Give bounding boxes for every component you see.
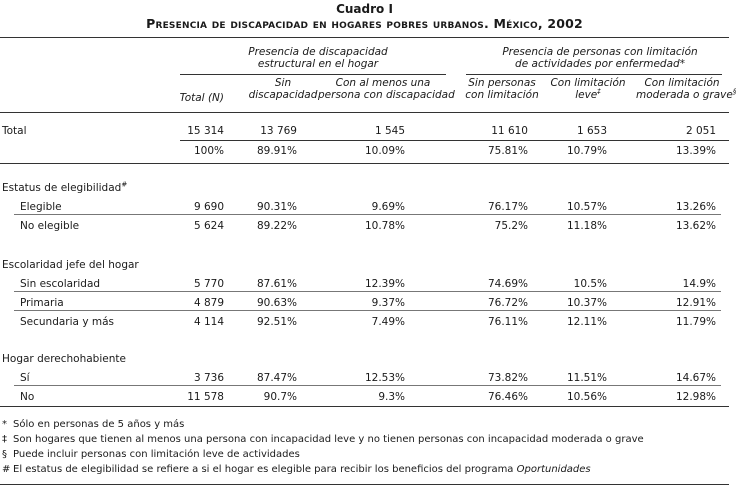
row-sin-personas-cell: 76.17% (487, 201, 528, 213)
total-percent-moderada-cell: 13.39% (675, 145, 716, 157)
col-mod-line2 (636, 87, 736, 101)
col-con-discapacidad-header (318, 77, 455, 101)
header-rule (0, 112, 729, 113)
footnote (2, 419, 184, 431)
total-bottom-rule (0, 163, 729, 164)
section-derechohabiente-title: Hogar derechohabiente (2, 353, 126, 365)
col-leve-line2-text: leve (575, 89, 598, 101)
row-moderada-cell: 14.67% (675, 372, 716, 384)
row-leve-cell: 11.18% (566, 220, 607, 232)
col-sin-discapacidad-header (248, 77, 318, 101)
footnote-italic: Oportunidades (516, 464, 591, 475)
total-percent-con-discapacidad-cell: 10.09% (364, 145, 405, 157)
row-sin-personas-cell: 75.2% (494, 220, 528, 232)
col-leve-mark: ‡ (597, 87, 601, 96)
total-rule (180, 140, 729, 141)
section-escolaridad-title: Escolaridad jefe del hogar (2, 259, 139, 271)
footnote-mark: ‡ (2, 434, 7, 445)
row-divider (14, 291, 721, 292)
total-percent-leve-cell: 10.79% (566, 145, 607, 157)
col-sin-pers-line1: Sin personas (468, 77, 536, 89)
total-count-leve-cell: 1 653 (576, 125, 607, 137)
row-total-cell: 9 690 (193, 201, 224, 213)
row-sin-personas-cell: 73.82% (487, 372, 528, 384)
group2-header (480, 46, 720, 70)
col-mod-line1: Con limitación (644, 77, 720, 89)
row-leve-cell: 12.11% (566, 316, 607, 328)
footnote-mark: # (2, 464, 11, 475)
row-label: Elegible (20, 201, 62, 213)
row-label: Secundaria y más (20, 316, 114, 328)
row-sin-discapacidad-cell: 90.31% (256, 201, 297, 213)
total-count-total-cell: 15 314 (187, 125, 224, 137)
col-sin-disc-line1: Sin (274, 77, 292, 89)
row-label: Primaria (20, 297, 64, 309)
total-count-moderada-cell: 2 051 (685, 125, 716, 137)
row-con-discapacidad-cell: 9.37% (371, 297, 405, 309)
row-leve-cell: 11.51% (566, 372, 607, 384)
row-label: No (20, 391, 35, 403)
col-leve-line2 (548, 89, 628, 101)
footnote-mark: § (2, 449, 7, 460)
footnote (2, 434, 644, 446)
group1-line1: Presencia de discapacidad (248, 46, 388, 58)
row-divider (14, 310, 721, 311)
row-sin-discapacidad-cell: 90.7% (263, 391, 297, 403)
row-moderada-cell: 11.79% (675, 316, 716, 328)
footnote-mark: * (2, 419, 7, 430)
row-sin-discapacidad-cell: 87.47% (256, 372, 297, 384)
total-label: Total (2, 125, 27, 137)
elegibilidad-mark: # (121, 180, 128, 189)
section-elegibilidad-text: Estatus de elegibilidad (2, 182, 122, 194)
row-total-cell: 5 770 (193, 278, 224, 290)
row-sin-personas-cell: 76.11% (487, 316, 528, 328)
group1-rule (180, 74, 446, 75)
col-leve-header (548, 77, 628, 101)
footnote-text: Son hogares que tienen al menos una persona con incapacidad leve y no tienen personas con incapacidad moderada o grave (13, 434, 644, 445)
total-count-con-discapacidad-cell: 1 545 (374, 125, 405, 137)
col-sin-pers-line2: con limitación (465, 89, 539, 101)
col-sin-disc-line2: discapacidad (248, 89, 318, 101)
group1-header (218, 46, 418, 70)
row-con-discapacidad-cell: 7.49% (371, 316, 405, 328)
footnote (2, 464, 591, 476)
row-label: Sí (20, 372, 30, 384)
row-moderada-cell: 12.98% (675, 391, 716, 403)
row-sin-personas-cell: 76.46% (487, 391, 528, 403)
row-sin-discapacidad-cell: 89.22% (256, 220, 297, 232)
total-count-sin-personas-cell: 11 610 (491, 125, 528, 137)
col-total-header: Total (N) (179, 92, 224, 104)
row-label: Sin escolaridad (20, 278, 101, 290)
row-con-discapacidad-cell: 12.39% (364, 278, 405, 290)
col-mod-mark: § (732, 87, 736, 96)
row-label: No elegible (20, 220, 80, 232)
row-moderada-cell: 14.9% (682, 278, 716, 290)
table-bottom-rule (0, 406, 729, 407)
page-bottom-rule (0, 484, 729, 485)
row-total-cell: 3 736 (193, 372, 224, 384)
col-mod-line2-text: moderada o grave (636, 89, 733, 101)
col-moderada-header (636, 77, 736, 101)
row-con-discapacidad-cell: 9.69% (371, 201, 405, 213)
row-con-discapacidad-cell: 12.53% (364, 372, 405, 384)
total-percent-total-cell: 100% (193, 145, 224, 157)
total-percent-sin-discapacidad-cell: 89.91% (256, 145, 297, 157)
footnote (2, 449, 300, 461)
col-leve-line1: Con limitación (550, 77, 626, 89)
row-divider (14, 385, 721, 386)
row-moderada-cell: 12.91% (675, 297, 716, 309)
row-moderada-cell: 13.62% (675, 220, 716, 232)
footnote-text: Puede incluir personas con limitación leve de actividades (13, 449, 300, 460)
group1-line2: estructural en el hogar (257, 58, 379, 70)
section-elegibilidad-title (2, 182, 127, 194)
group2-line2: de actividades por enfermedad* (515, 58, 685, 70)
row-leve-cell: 10.37% (566, 297, 607, 309)
row-leve-cell: 10.57% (566, 201, 607, 213)
row-total-cell: 11 578 (187, 391, 224, 403)
row-con-discapacidad-cell: 10.78% (364, 220, 405, 232)
caption-title: Presencia de discapacidad en hogares pobres urbanos. México, 2002 (146, 16, 583, 31)
row-con-discapacidad-cell: 9.3% (378, 391, 405, 403)
row-leve-cell: 10.5% (573, 278, 607, 290)
row-sin-discapacidad-cell: 92.51% (256, 316, 297, 328)
row-total-cell: 4 114 (193, 316, 224, 328)
row-divider (14, 214, 721, 215)
footnote-text: Sólo en personas de 5 años y más (13, 419, 185, 430)
row-sin-personas-cell: 74.69% (487, 278, 528, 290)
col-con-disc-line1: Con al menos una (335, 77, 431, 89)
footnote-text: El estatus de elegibilidad se refiere a si el hogar es elegible para recibir los beneficios del programa (13, 464, 517, 475)
col-sin-personas-header (462, 77, 542, 101)
total-percent-sin-personas-cell: 75.81% (487, 145, 528, 157)
row-sin-discapacidad-cell: 90.63% (256, 297, 297, 309)
row-moderada-cell: 13.26% (675, 201, 716, 213)
group2-rule (466, 74, 722, 75)
total-count-sin-discapacidad-cell: 13 769 (260, 125, 297, 137)
group2-line1: Presencia de personas con limitación (502, 46, 698, 58)
caption-number: Cuadro I (336, 2, 393, 16)
row-total-cell: 5 624 (193, 220, 224, 232)
col-con-disc-line2: persona con discapacidad (318, 89, 455, 101)
top-rule (0, 37, 729, 38)
row-sin-discapacidad-cell: 87.61% (256, 278, 297, 290)
row-leve-cell: 10.56% (566, 391, 607, 403)
row-total-cell: 4 879 (193, 297, 224, 309)
row-sin-personas-cell: 76.72% (487, 297, 528, 309)
